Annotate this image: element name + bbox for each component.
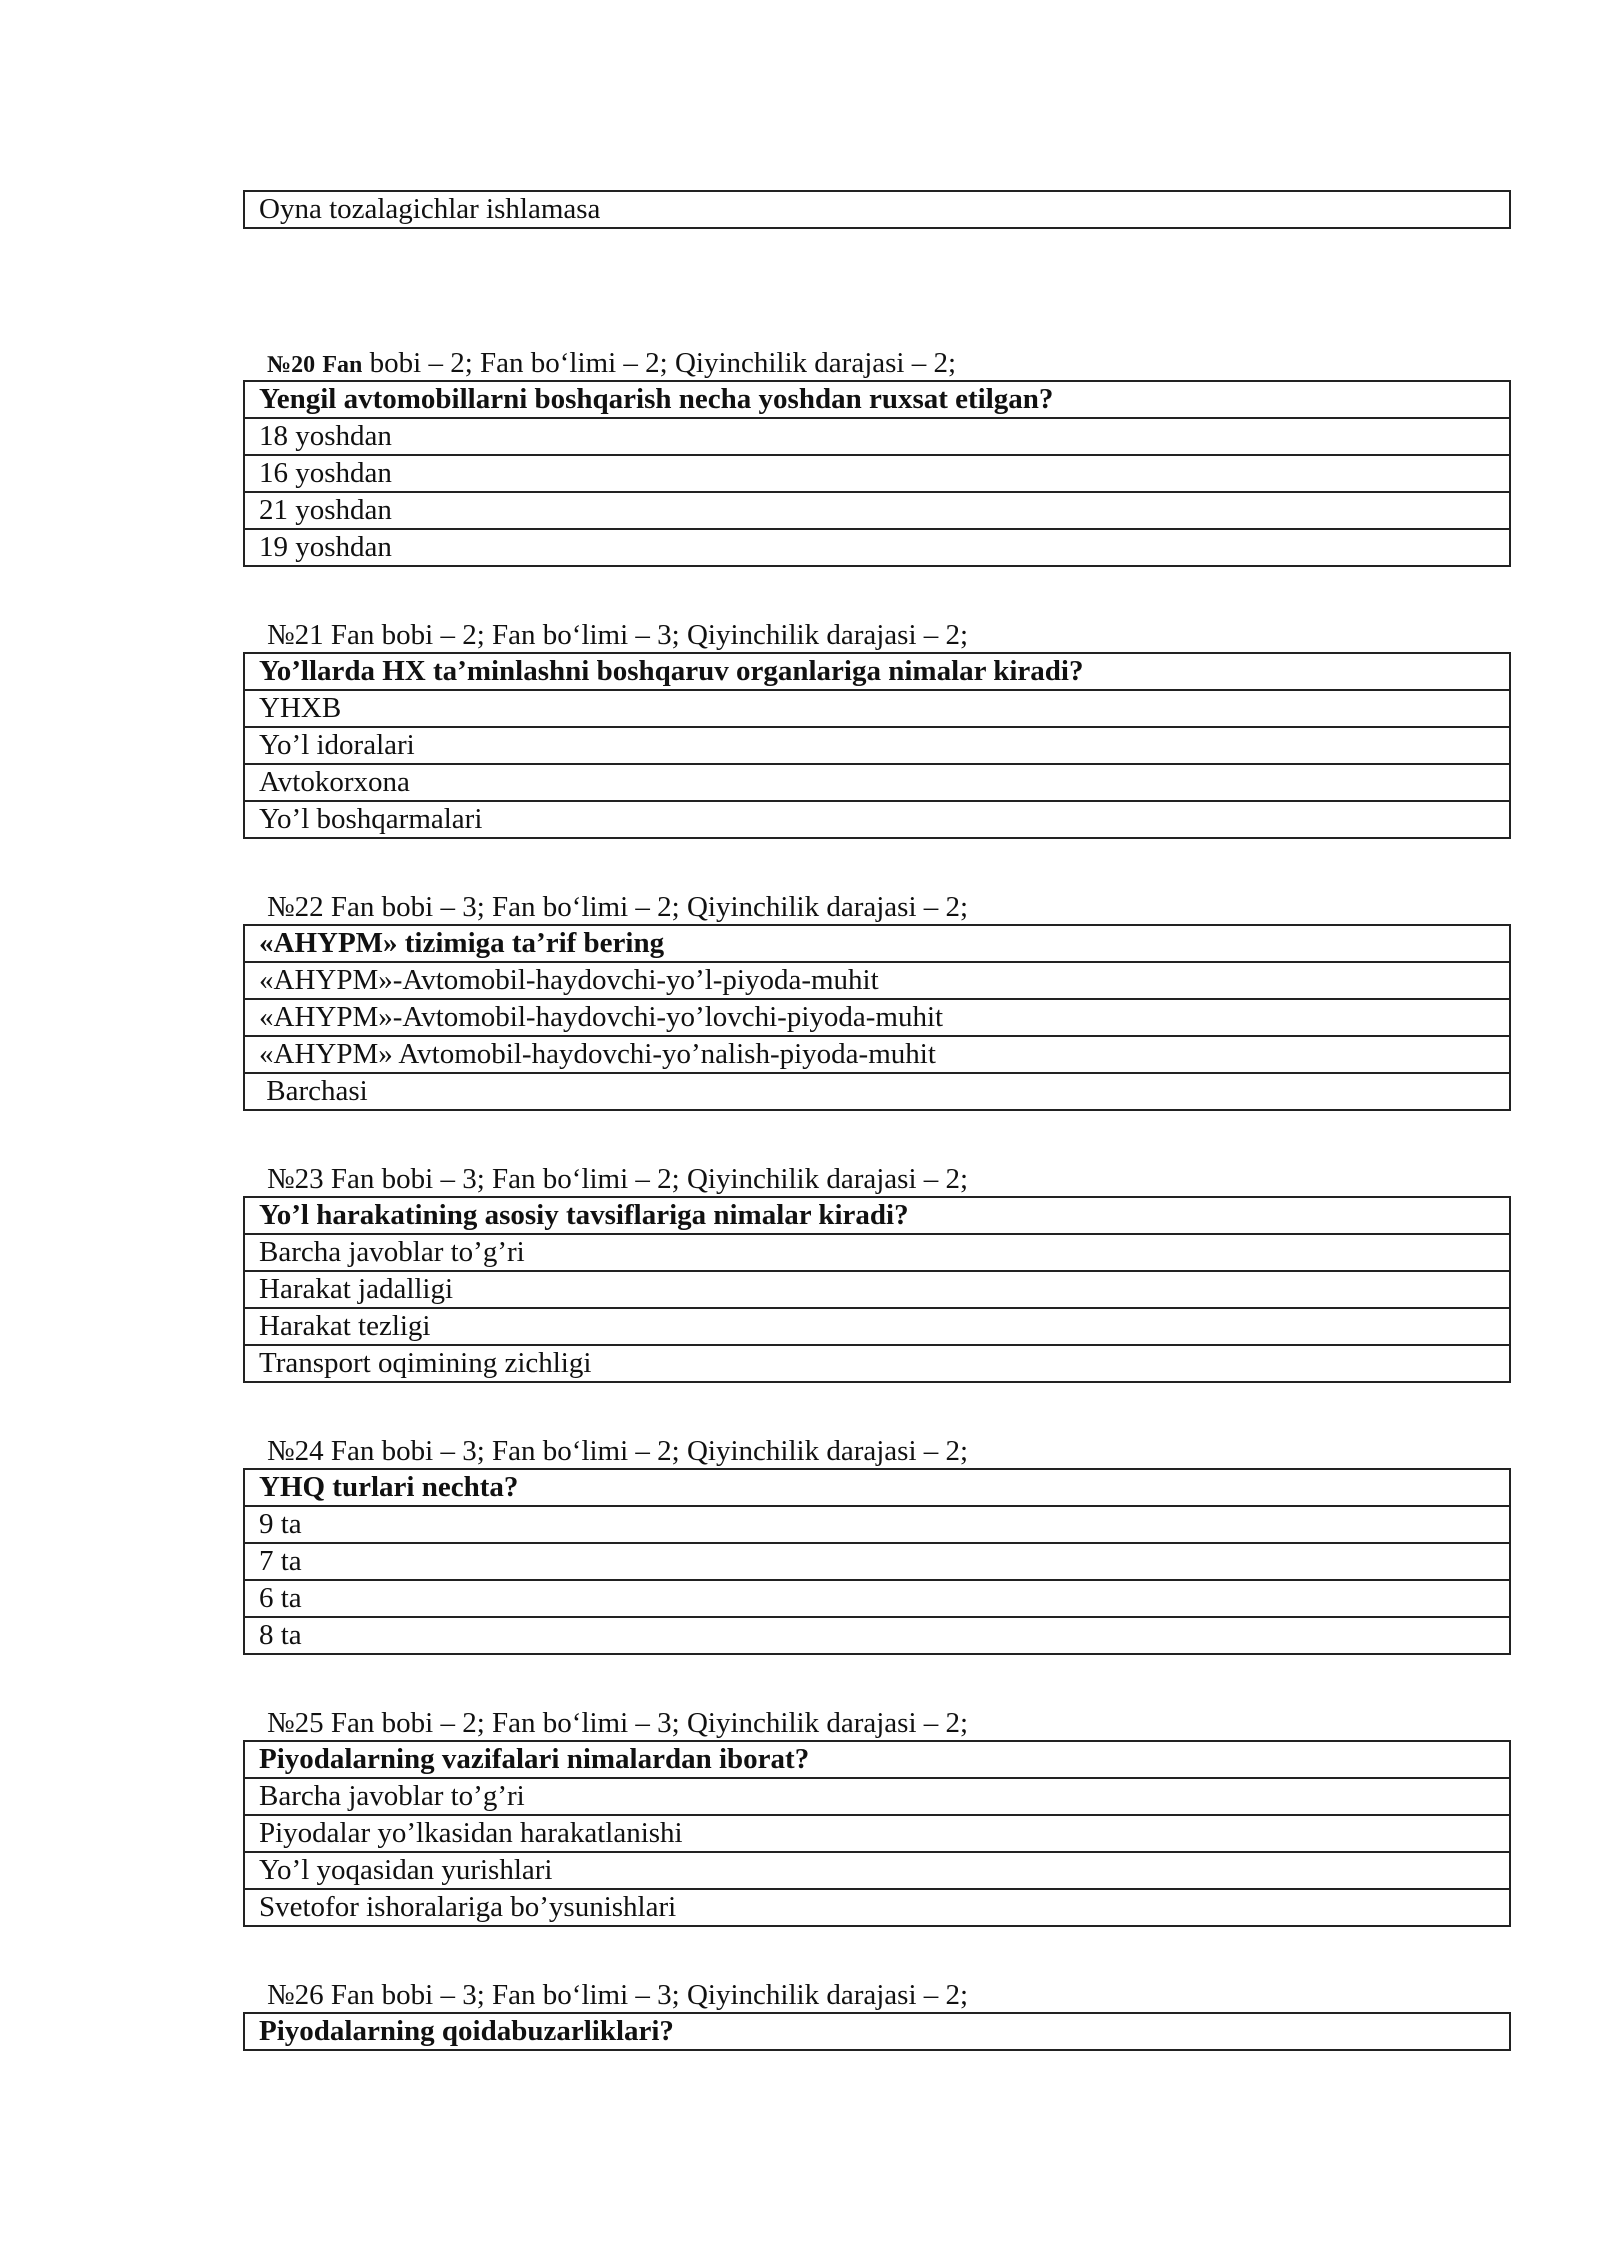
answer-option: 9 ta xyxy=(244,1506,1510,1543)
answer-option: Yo’l idoralari xyxy=(244,727,1510,764)
answer-option: Avtokorxona xyxy=(244,764,1510,801)
answer-option: «AHYPM» Avtomobil-haydovchi-yo’nalish-piyoda-muhit xyxy=(244,1036,1510,1073)
question-meta-text: bobi – 2; Fan bo‘limi – 3; Qiyinchilik darajasi – 2; xyxy=(381,619,969,651)
question-lead: Fan xyxy=(330,619,375,651)
question-number: №25 xyxy=(267,1707,324,1739)
answer-option: YHXB xyxy=(244,690,1510,727)
question-meta-text: bobi – 2; Fan bo‘limi – 2; Qiyinchilik darajasi – 2; xyxy=(369,347,957,379)
question-text: Yo’l harakatining asosiy tavsiflariga nimalar kiradi? xyxy=(244,1197,1510,1234)
question-table-23 xyxy=(243,1196,1511,1383)
answer-row xyxy=(244,191,1510,228)
question-meta-20 xyxy=(267,345,956,383)
question-meta-text: bobi – 3; Fan bo‘limi – 2; Qiyinchilik darajasi – 2; xyxy=(381,1163,969,1195)
answer-option: 21 yoshdan xyxy=(244,492,1510,529)
question-lead: Fan xyxy=(330,1979,375,2011)
question-text: YHQ turlari nechta? xyxy=(244,1469,1510,1506)
answer-option: Yo’l yoqasidan yurishlari xyxy=(244,1852,1510,1889)
question-table-25 xyxy=(243,1740,1511,1927)
question-lead: Fan xyxy=(330,891,375,923)
question-table-22 xyxy=(243,924,1511,1111)
question-meta-text: bobi – 3; Fan bo‘limi – 2; Qiyinchilik darajasi – 2; xyxy=(381,891,969,923)
question-meta-22 xyxy=(267,889,968,925)
question-lead: Fan xyxy=(330,1435,375,1467)
question-meta-26 xyxy=(267,1977,968,2013)
question-lead: Fan xyxy=(330,1163,375,1195)
question-number: №22 xyxy=(267,891,324,923)
question-meta-text: bobi – 2; Fan bo‘limi – 3; Qiyinchilik darajasi – 2; xyxy=(381,1707,969,1739)
question-number: №21 xyxy=(267,619,324,651)
answer-option: 19 yoshdan xyxy=(244,529,1510,566)
answer-option: 8 ta xyxy=(244,1617,1510,1654)
previous-question-table xyxy=(243,190,1511,229)
answer-text: Oyna tozalagichlar ishlamasa xyxy=(244,191,1510,228)
answer-option: 7 ta xyxy=(244,1543,1510,1580)
question-meta-25 xyxy=(267,1705,968,1741)
question-meta-23 xyxy=(267,1161,968,1197)
answer-option: «AHYPM»-Avtomobil-haydovchi-yo’l-piyoda-muhit xyxy=(244,962,1510,999)
question-text: Yengil avtomobillarni boshqarish necha yoshdan ruxsat etilgan? xyxy=(244,381,1510,418)
answer-option: Yo’l boshqarmalari xyxy=(244,801,1510,838)
question-lead: Fan xyxy=(330,1707,375,1739)
answer-option: 6 ta xyxy=(244,1580,1510,1617)
question-number: №26 xyxy=(267,1979,324,2011)
answer-option: 18 yoshdan xyxy=(244,418,1510,455)
question-number: №23 xyxy=(267,1163,324,1195)
answer-option: Svetofor ishoralariga bo’ysunishlari xyxy=(244,1889,1510,1926)
question-meta-21 xyxy=(267,617,968,653)
answer-option: Barcha javoblar to’g’ri xyxy=(244,1234,1510,1271)
question-text: Piyodalarning vazifalari nimalardan iborat? xyxy=(244,1741,1510,1778)
answer-option: «AHYPM»-Avtomobil-haydovchi-yo’lovchi-piyoda-muhit xyxy=(244,999,1510,1036)
answer-option: Harakat tezligi xyxy=(244,1308,1510,1345)
question-table-26 xyxy=(243,2012,1511,2051)
question-text: Piyodalarning qoidabuzarliklari? xyxy=(244,2013,1510,2050)
question-table-21 xyxy=(243,652,1511,839)
question-table-24 xyxy=(243,1468,1511,1655)
question-meta-text: bobi – 3; Fan bo‘limi – 2; Qiyinchilik darajasi – 2; xyxy=(381,1435,969,1467)
answer-option: Harakat jadalligi xyxy=(244,1271,1510,1308)
answer-option: 16 yoshdan xyxy=(244,455,1510,492)
answer-option: Barchasi xyxy=(244,1073,1510,1110)
answer-option: Transport oqimining zichligi xyxy=(244,1345,1510,1382)
question-table-20 xyxy=(243,380,1511,567)
question-text: «AHYPM» tizimiga ta’rif bering xyxy=(244,925,1510,962)
question-number: №20 xyxy=(267,352,316,378)
question-text: Yo’llarda HX ta’minlashni boshqaruv organlariga nimalar kiradi? xyxy=(244,653,1510,690)
question-number: №24 xyxy=(267,1435,324,1467)
answer-option: Barcha javoblar to’g’ri xyxy=(244,1778,1510,1815)
answer-option: Piyodalar yo’lkasidan harakatlanishi xyxy=(244,1815,1510,1852)
question-meta-text: bobi – 3; Fan bo‘limi – 3; Qiyinchilik darajasi – 2; xyxy=(381,1979,969,2011)
question-lead: Fan xyxy=(322,352,363,378)
question-meta-24 xyxy=(267,1433,968,1469)
